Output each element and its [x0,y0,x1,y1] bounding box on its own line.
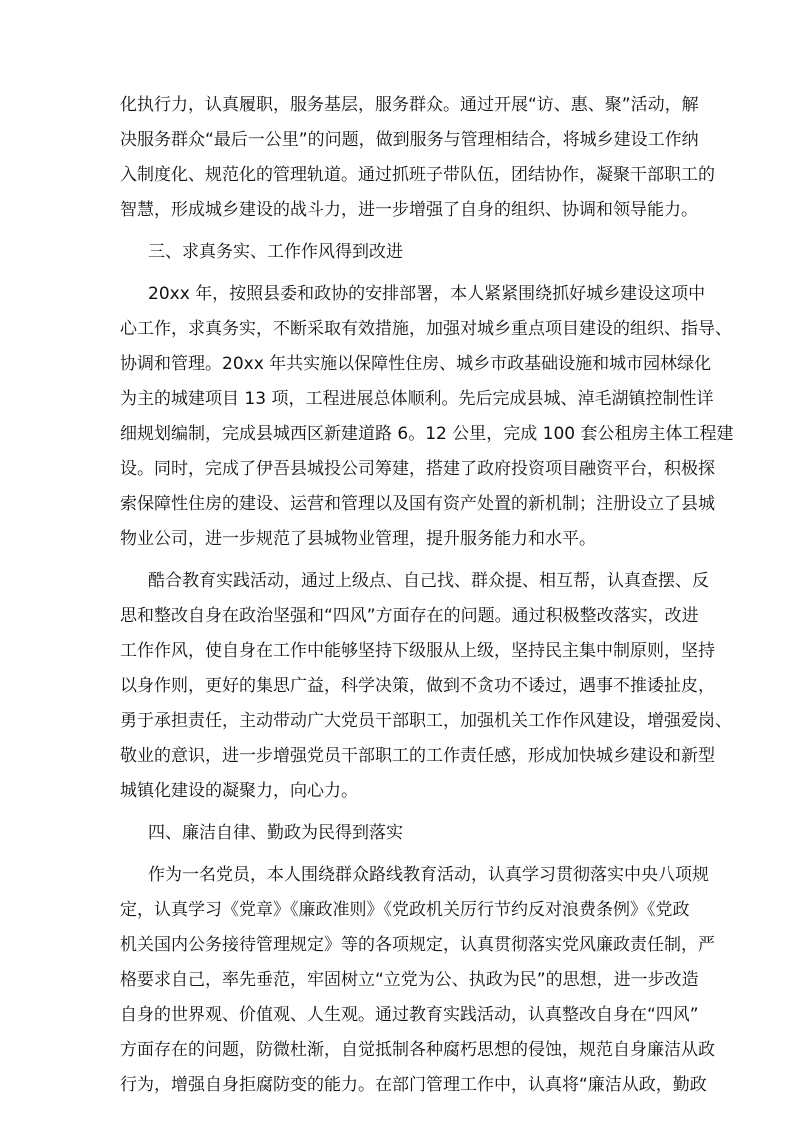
body-paragraph [120,564,732,809]
text-line: 20xx 年，按照县委和政协的安排部署，本人紧紧围绕抓好城乡建设这项中 [148,284,706,304]
text-line: 方面存在的问题，防微杜渐，自觉抵制各种腐朽思想的侵蚀，规范自身廉洁从政 [120,1040,715,1060]
text-line: 协调和管理。20xx 年共实施以保障性住房、城乡市政基础设施和城市园林绿化 [120,354,712,374]
text-line: 索保障性住房的建设、运营和管理以及国有资产处置的新机制；注册设立了县城 [120,494,715,514]
text-line: 自身的世界观、价值观、人生观。通过教育实践活动，认真整改自身在“四风” [120,1005,699,1025]
text-line: 敬业的意识，进一步增强党员干部职工的工作责任感，形成加快城乡建设和新型 [120,746,715,766]
body-paragraph [120,88,715,228]
text-line: 工作作风，使自身在工作中能够坚持下级服从上级，坚持民主集中制原则，坚持 [120,641,715,661]
text-line: 以身作则，更好的集思广益，科学决策，做到不贪功不诿过，遇事不推诿扯皮， [120,676,715,696]
text-line: 心工作，求真务实，不断采取有效措施，加强对城乡重点项目建设的组织、指导、 [120,319,732,339]
text-line: 定，认真学习《党章》《廉政准则》《党政机关厉行节约反对浪费条例》《党政 [120,900,690,920]
text-line: 思和整改自身在政治坚强和“四风”方面存在的问题。通过积极整改落实，改进 [120,606,699,626]
text-line: 智慧，形成城乡建设的战斗力，进一步增强了自身的组织、协调和领导能力。 [120,200,698,220]
text-line: 入制度化、规范化的管理轨道。通过抓班子带队伍，团结协作，凝聚干部职工的 [120,165,715,185]
document-page [120,88,734,1103]
section-heading: 四、廉洁自律、勤政为民得到落实 [148,823,403,843]
body-paragraph [120,277,734,557]
section-heading: 三、求真务实、工作作风得到改进 [148,242,403,262]
text-line: 勇于承担责任，主动带动广大党员干部职工，加强机关工作作风建设，增强爱岗、 [120,711,732,731]
text-line: 格要求自己，率先垂范，牢固树立“立党为公、执政为民”的思想，进一步改造 [120,970,699,990]
text-line: 设。同时，完成了伊吾县城投公司筹建，搭建了政府投资项目融资平台，积极探 [120,459,715,479]
text-line: 城镇化建设的凝聚力，向心力。 [120,781,358,801]
text-line: 作为一名党员，本人围绕群众路线教育活动，认真学习贯彻落实中央八项规 [148,865,709,885]
text-line: 化执行力，认真履职，服务基层，服务群众。通过开展“访、惠、聚”活动，解 [120,95,699,115]
body-paragraph [120,858,715,1103]
text-line: 为主的城建项目 13 项，工程进展总体顺利。先后完成县城、淖毛湖镇控制性详 [120,389,714,409]
text-line: 决服务群众“最后一公里”的问题，做到服务与管理相结合，将城乡建设工作纳 [120,130,699,150]
text-line: 细规划编制，完成县城西区新建道路 6。12 公里，完成 100 套公租房主体工程建 [120,424,734,444]
text-line: 酷合教育实践活动，通过上级点、自己找、群众提、相互帮，认真查摆、反 [148,571,709,591]
text-line: 物业公司，进一步规范了县城物业管理，提升服务能力和水平。 [120,529,596,549]
text-line: 行为，增强自身拒腐防变的能力。在部门管理工作中，认真将“廉洁从政，勤政 [120,1075,707,1095]
text-line: 机关国内公务接待管理规定》等的各项规定，认真贯彻落实党风廉政责任制，严 [120,935,715,955]
